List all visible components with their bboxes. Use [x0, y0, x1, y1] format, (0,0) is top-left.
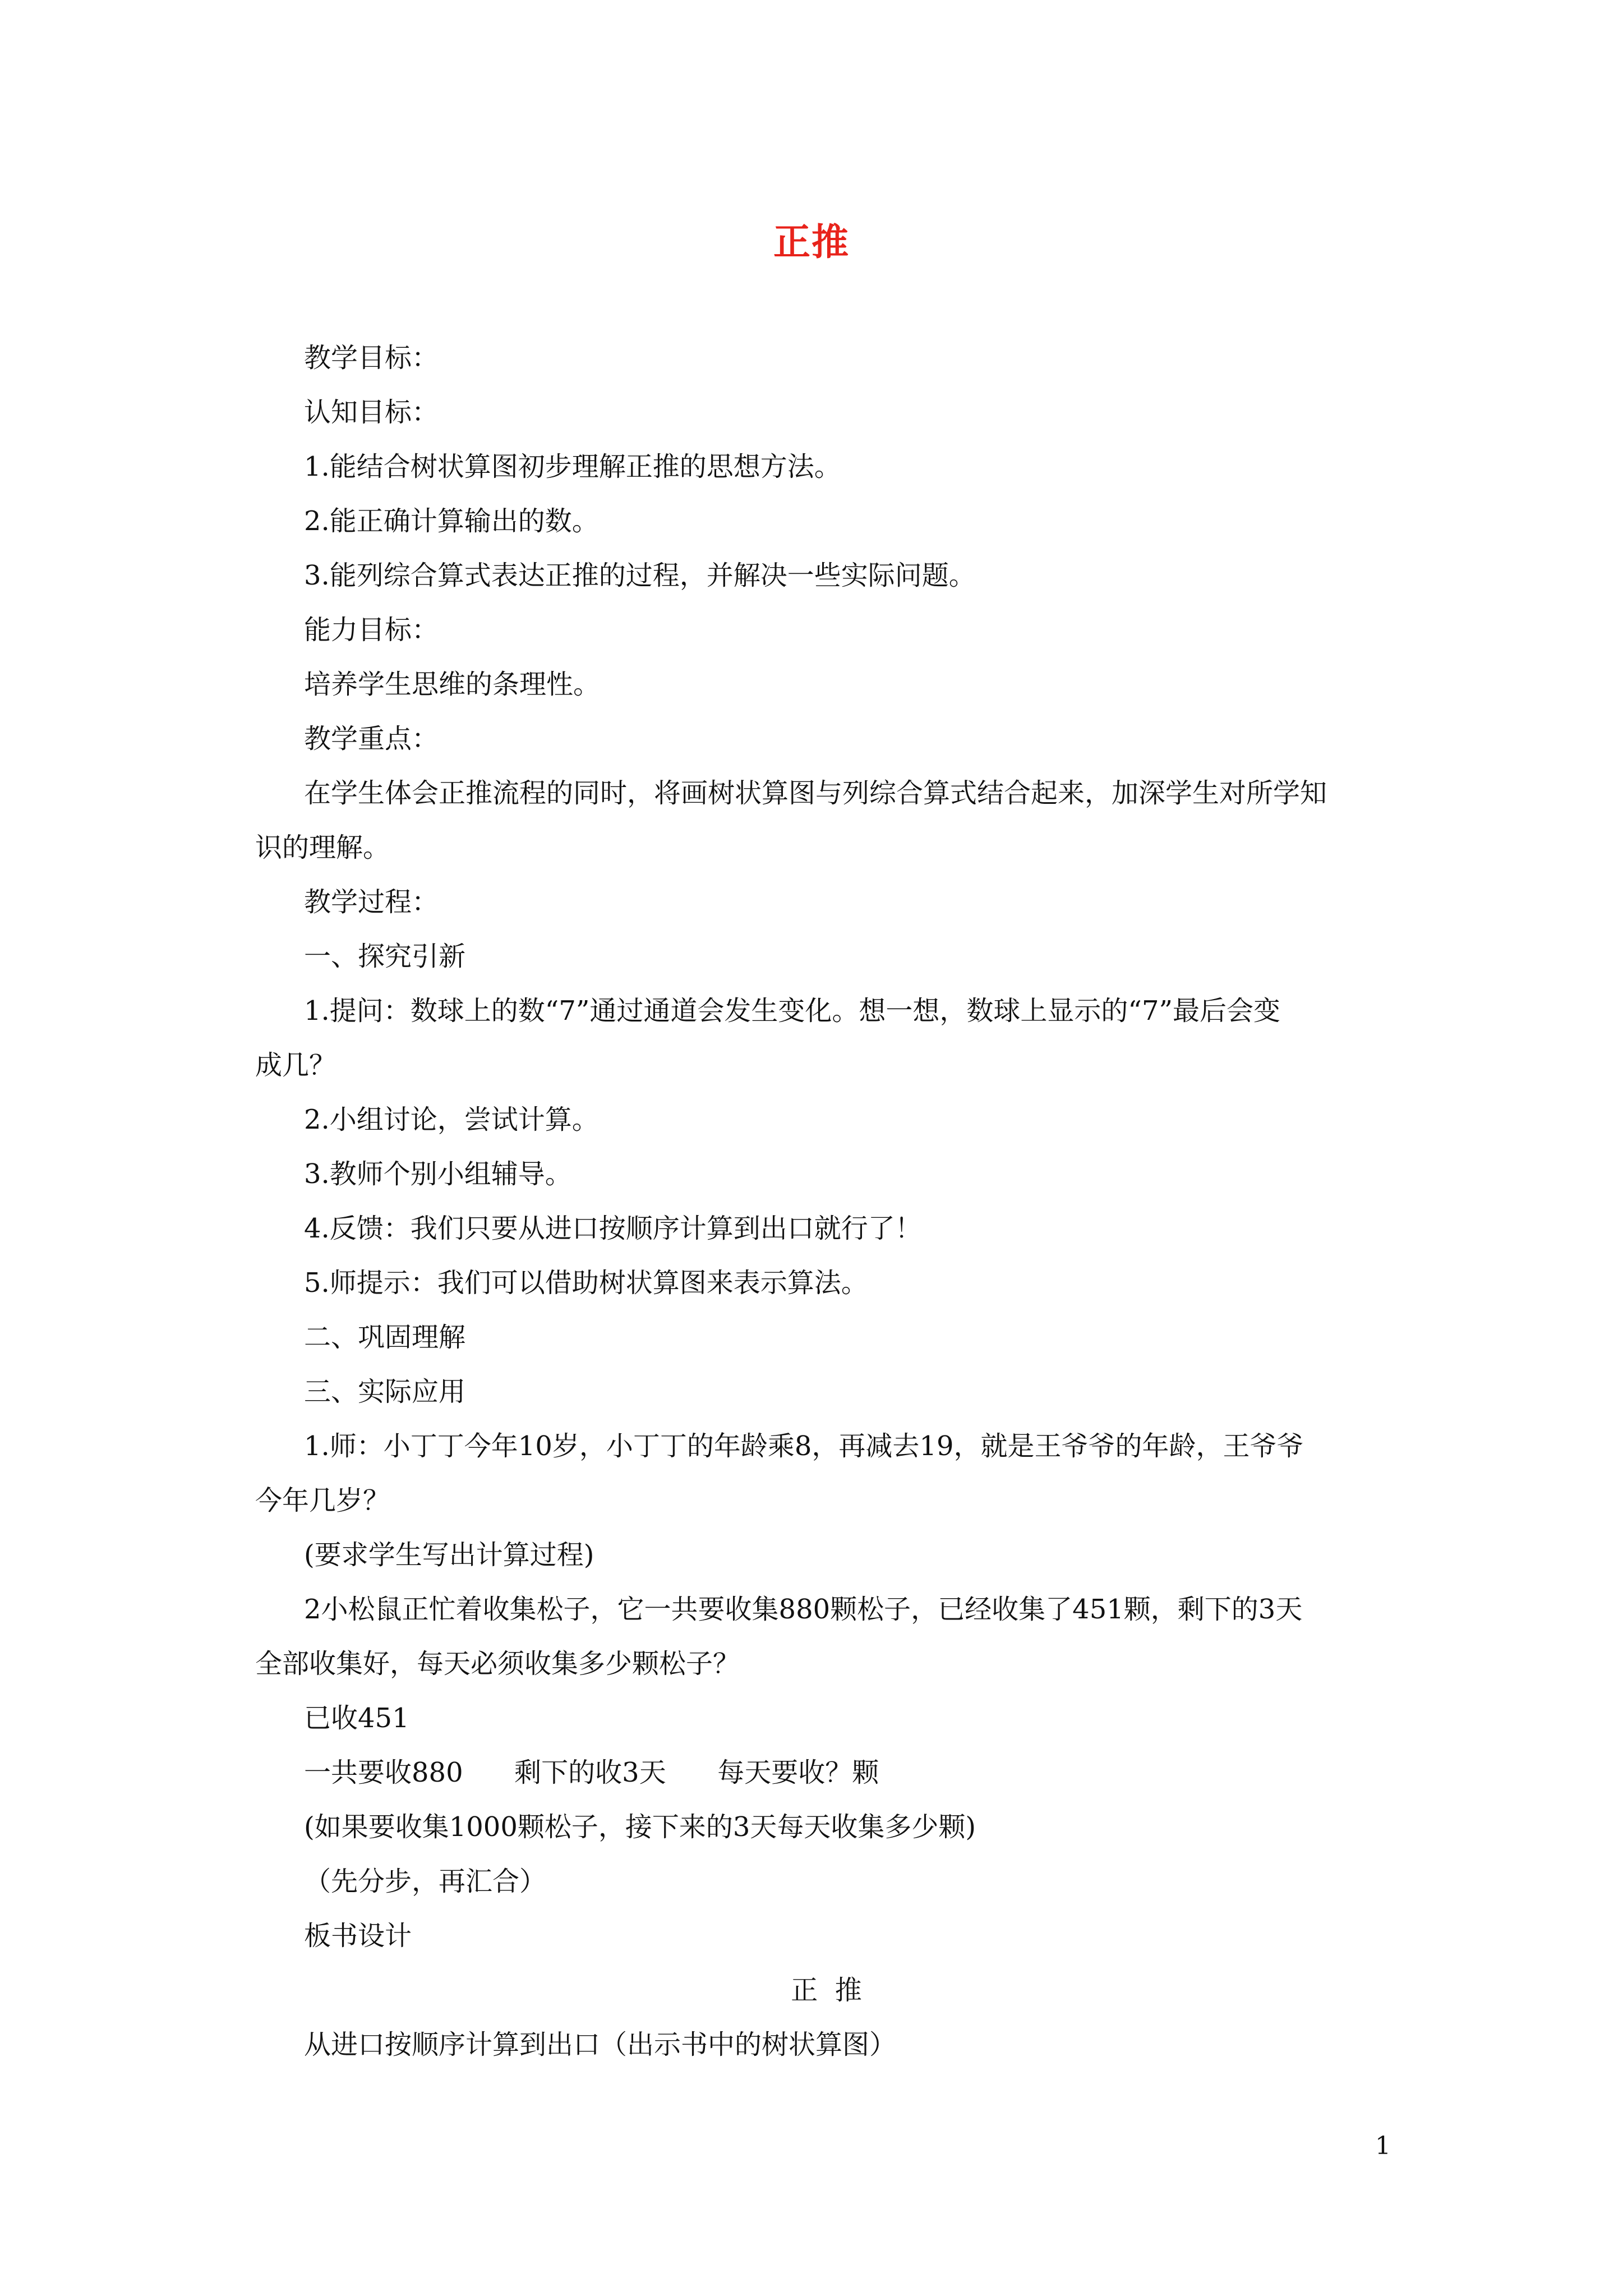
line-6: 能力目标： [304, 614, 439, 646]
line-9: 在学生体会正推流程的同时，将画树状算图与列综合算式结合起来，加深学生对所学知 [304, 777, 1327, 809]
line-11: 教学过程： [304, 886, 439, 918]
line-19: 二、巩固理解 [304, 1322, 466, 1353]
line-27: 一共要收880 剩下的收3天 每天要收？颗 [304, 1757, 879, 1788]
line-20: 三、实际应用 [304, 1376, 466, 1407]
line-24: 2小松鼠正忙着收集松子，它一共要收集880颗松子，已经收集了451颗，剩下的3天 [304, 1594, 1303, 1625]
line-29: （先分步，再汇合） [304, 1866, 547, 1897]
line-21: 1.师：小丁丁今年10岁，小丁丁的年龄乘8，再减去19，就是王爷爷的年龄，王爷爷 [304, 1430, 1304, 1462]
page-number: 1 [1375, 2132, 1391, 2160]
line-28: (如果要收集1000颗松子，接下来的3天每天收集多少颗) [304, 1811, 976, 1843]
line-25: 全部收集好，每天必须收集多少颗松子？ [255, 1648, 740, 1680]
line-10: 识的理解。 [255, 832, 390, 863]
line-12: 一、探究引新 [304, 941, 466, 972]
line-22: 今年几岁？ [255, 1485, 390, 1516]
line-4: 2.能正确计算输出的数。 [304, 505, 599, 537]
line-7: 培养学生思维的条理性。 [304, 669, 601, 700]
line-32: 从进口按顺序计算到出口（出示书中的树状算图） [304, 2029, 897, 2060]
line-2: 认知目标： [304, 397, 439, 428]
line-3: 1.能结合树状算图初步理解正推的思想方法。 [304, 451, 841, 482]
line-8: 教学重点： [304, 723, 439, 754]
line-14: 成几？ [255, 1050, 336, 1081]
line-26: 已收451 [304, 1703, 409, 1734]
line-31-board-title: 正 推 [791, 1975, 862, 2006]
line-15: 2.小组讨论，尝试计算。 [304, 1104, 599, 1135]
line-23: (要求学生写出计算过程) [304, 1539, 594, 1571]
document-title: 正推 [773, 220, 850, 264]
document-body [255, 331, 1398, 2072]
line-16: 3.教师个别小组辅导。 [304, 1158, 572, 1190]
line-30: 板书设计 [304, 1920, 412, 1952]
line-5: 3.能列综合算式表达正推的过程，并解决一些实际问题。 [304, 560, 976, 591]
line-18: 5.师提示：我们可以借助树状算图来表示算法。 [304, 1267, 868, 1299]
line-17: 4.反馈：我们只要从进口按顺序计算到出口就行了！ [304, 1213, 922, 1244]
line-1: 教学目标： [304, 342, 439, 374]
line-13: 1.提问：数球上的数“7”通过通道会发生变化。想一想，数球上显示的“7”最后会变 [304, 995, 1281, 1027]
